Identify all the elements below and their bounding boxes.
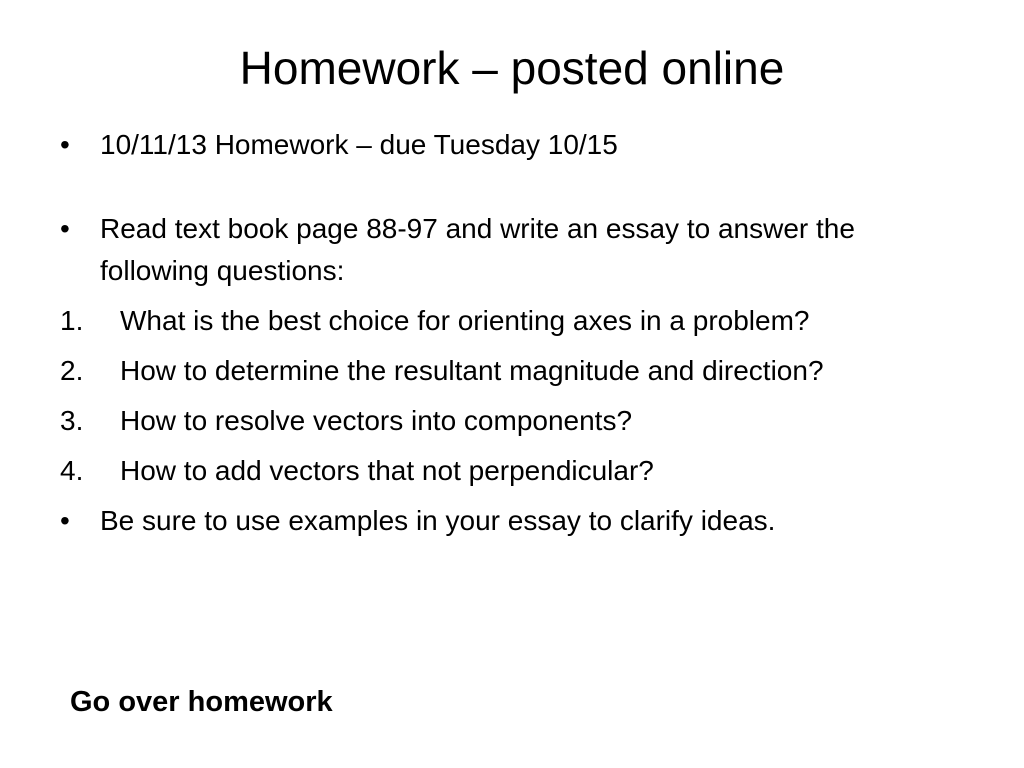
list-item-text: 10/11/13 Homework – due Tuesday 10/15 — [100, 129, 618, 160]
numbered-item — [60, 300, 960, 342]
footer-note: Go over homework — [70, 686, 333, 718]
numbered-item — [60, 400, 960, 442]
numbered-item-text: How to add vectors that not perpendicular? — [120, 455, 654, 486]
list-item-text: Be sure to use examples in your essay to clarify ideas. — [100, 505, 776, 536]
bullet-marker: • — [60, 505, 70, 536]
numbered-item-text: How to determine the resultant magnitude and direction? — [120, 355, 824, 386]
numbered-item-text: How to resolve vectors into components? — [120, 405, 633, 436]
numbered-item — [60, 350, 960, 392]
bullet-marker: • — [60, 213, 70, 244]
number-marker: 1. — [60, 305, 84, 336]
list-item — [60, 208, 960, 292]
number-marker: 3. — [60, 405, 84, 436]
number-marker: 4. — [60, 455, 84, 486]
list-item — [60, 500, 960, 542]
bullet-marker: • — [60, 129, 70, 160]
slide-title: Homework – posted online — [239, 42, 785, 94]
number-marker: 2. — [60, 355, 84, 386]
list-item — [60, 124, 960, 166]
slide-content — [60, 124, 960, 542]
numbered-item — [60, 450, 960, 492]
list-item-text: Read text book page 88-97 and write an essay to answer the following questions: — [100, 213, 855, 286]
numbered-item-text: What is the best choice for orienting axes in a problem? — [120, 305, 810, 336]
